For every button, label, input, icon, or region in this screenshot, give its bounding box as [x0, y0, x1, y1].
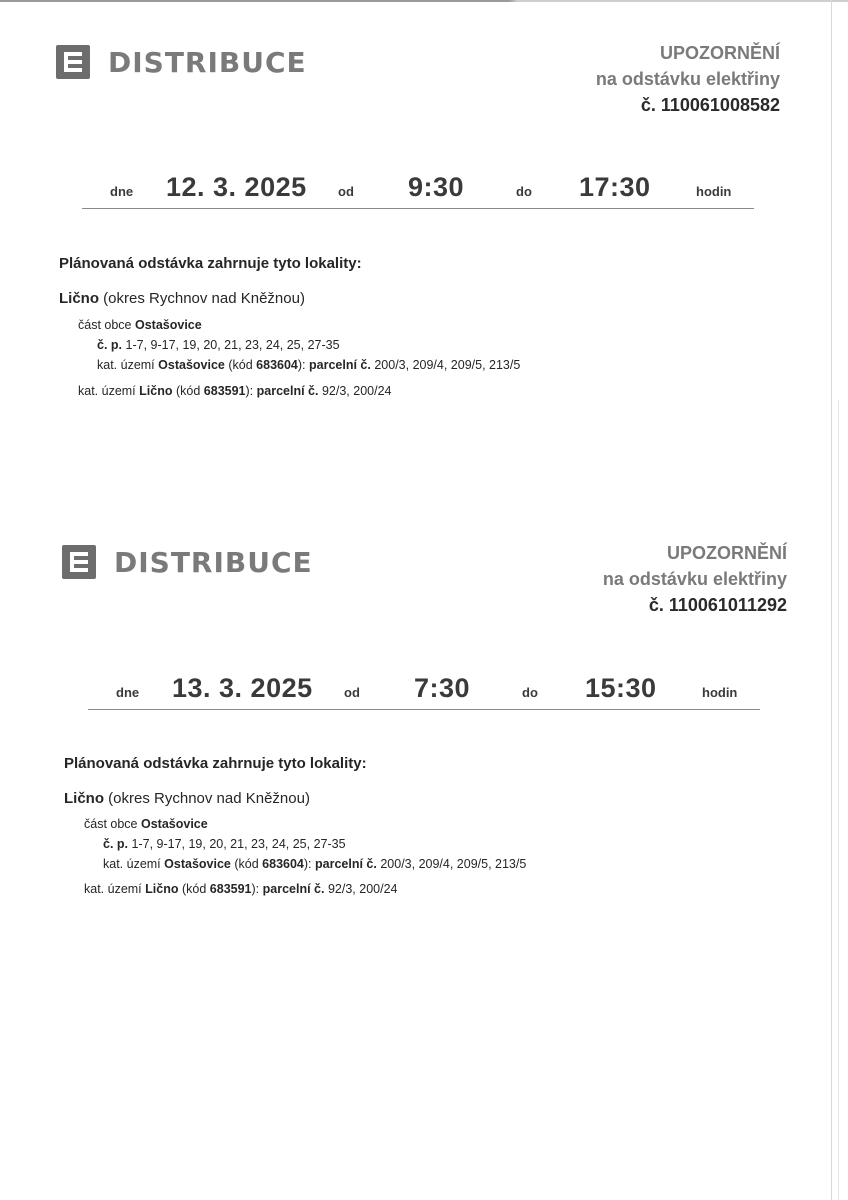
code-close: ):	[297, 358, 306, 372]
divider	[88, 709, 760, 710]
part-name: Ostašovice	[135, 318, 202, 332]
parcel-label: parcelní č.	[309, 358, 371, 372]
parcel-label: parcelní č.	[262, 882, 325, 896]
date-label: dne	[116, 685, 140, 700]
code-label: (kód	[175, 384, 201, 398]
to-label: do	[516, 184, 532, 199]
outage-from-time: 9:30	[408, 172, 465, 202]
company-logo	[56, 45, 307, 79]
outage-to-time: 15:30	[585, 673, 657, 703]
outage-notice-2	[0, 500, 848, 960]
notice-number	[487, 592, 787, 618]
town-line	[59, 290, 305, 307]
planned-heading: Plánovaná odstávka zahrnuje tyto lokality:	[59, 255, 362, 272]
cadastre-name: Ostašovice	[164, 857, 231, 871]
house-numbers-label: č. p.	[103, 837, 129, 851]
cadastre-line-1	[97, 358, 520, 372]
municipal-part-line	[84, 817, 208, 831]
from-label: od	[344, 685, 360, 700]
municipal-part-line	[78, 318, 202, 332]
town-name: Lično	[59, 290, 99, 307]
cez-logo-icon	[56, 45, 90, 79]
planned-heading: Plánovaná odstávka zahrnuje tyto lokality:	[64, 755, 367, 772]
number-value: 110061011292	[668, 595, 787, 615]
code-close: ):	[251, 882, 260, 896]
cadastre-line-2	[78, 384, 391, 398]
cez-logo-icon	[62, 545, 96, 579]
divider	[82, 208, 754, 209]
cadastre-label: kat. území	[78, 384, 136, 398]
number-prefix: č.	[648, 595, 664, 615]
cadastre-code: 683604	[262, 857, 304, 871]
hours-label: hodin	[702, 685, 738, 700]
part-name: Ostašovice	[141, 817, 208, 831]
notice-header	[480, 40, 780, 118]
code-label: (kód	[181, 882, 207, 896]
outage-from-time: 7:30	[414, 673, 471, 703]
part-label: část obce	[84, 817, 138, 831]
outage-date: 13. 3. 2025	[172, 673, 313, 703]
cadastre-label: kat. území	[97, 358, 155, 372]
hours-label: hodin	[696, 184, 732, 199]
cadastre-label: kat. území	[84, 882, 142, 896]
code-close: ):	[303, 857, 312, 871]
cadastre-line-1	[103, 857, 526, 871]
logo-text: DISTRIBUCE	[108, 45, 307, 79]
house-numbers-value: 1-7, 9-17, 19, 20, 21, 23, 24, 25, 27-35	[125, 338, 340, 352]
logo-text: DISTRIBUCE	[114, 545, 313, 579]
cadastre-name: Ostašovice	[158, 358, 225, 372]
cadastre-code: 683604	[256, 358, 298, 372]
cadastre-code: 683591	[209, 882, 252, 896]
town-district: (okres Rychnov nad Kněžnou)	[108, 790, 310, 807]
to-label: do	[522, 685, 538, 700]
town-name: Lično	[64, 790, 104, 807]
number-value: 110061008582	[660, 95, 780, 115]
notice-header	[487, 540, 787, 618]
house-numbers-line	[103, 837, 346, 851]
company-logo	[62, 545, 313, 579]
parcel-values: 92/3, 200/24	[321, 384, 392, 398]
part-label: část obce	[78, 318, 132, 332]
house-numbers-label: č. p.	[97, 338, 123, 352]
outage-time-row	[82, 163, 754, 203]
code-close: ):	[245, 384, 254, 398]
town-line	[64, 790, 310, 807]
town-district: (okres Rychnov nad Kněžnou)	[103, 290, 305, 307]
from-label: od	[338, 184, 354, 199]
cadastre-name: Lično	[145, 882, 179, 896]
number-prefix: č.	[640, 95, 656, 115]
outage-date: 12. 3. 2025	[166, 172, 307, 202]
notice-subtitle: na odstávku elektřiny	[602, 569, 787, 589]
parcel-label: parcelní č.	[256, 384, 319, 398]
parcel-values: 92/3, 200/24	[327, 882, 398, 896]
parcel-values: 200/3, 209/4, 209/5, 213/5	[374, 358, 521, 372]
outage-time-row	[88, 664, 760, 704]
cadastre-code: 683591	[203, 384, 246, 398]
parcel-values: 200/3, 209/4, 209/5, 213/5	[380, 857, 527, 871]
house-numbers-line	[97, 338, 340, 352]
cadastre-name: Lično	[139, 384, 173, 398]
outage-notice-1	[0, 0, 848, 460]
parcel-label: parcelní č.	[315, 857, 377, 871]
notice-title: UPOZORNĚNÍ	[659, 43, 780, 63]
code-label: (kód	[228, 358, 253, 372]
date-label: dne	[110, 184, 134, 199]
house-numbers-value: 1-7, 9-17, 19, 20, 21, 23, 24, 25, 27-35	[131, 837, 346, 851]
cadastre-line-2	[84, 882, 397, 896]
notice-number	[480, 92, 780, 118]
notice-subtitle: na odstávku elektřiny	[595, 69, 780, 89]
code-label: (kód	[234, 857, 259, 871]
cadastre-label: kat. území	[103, 857, 161, 871]
notice-title: UPOZORNĚNÍ	[666, 543, 787, 563]
outage-to-time: 17:30	[579, 172, 651, 202]
